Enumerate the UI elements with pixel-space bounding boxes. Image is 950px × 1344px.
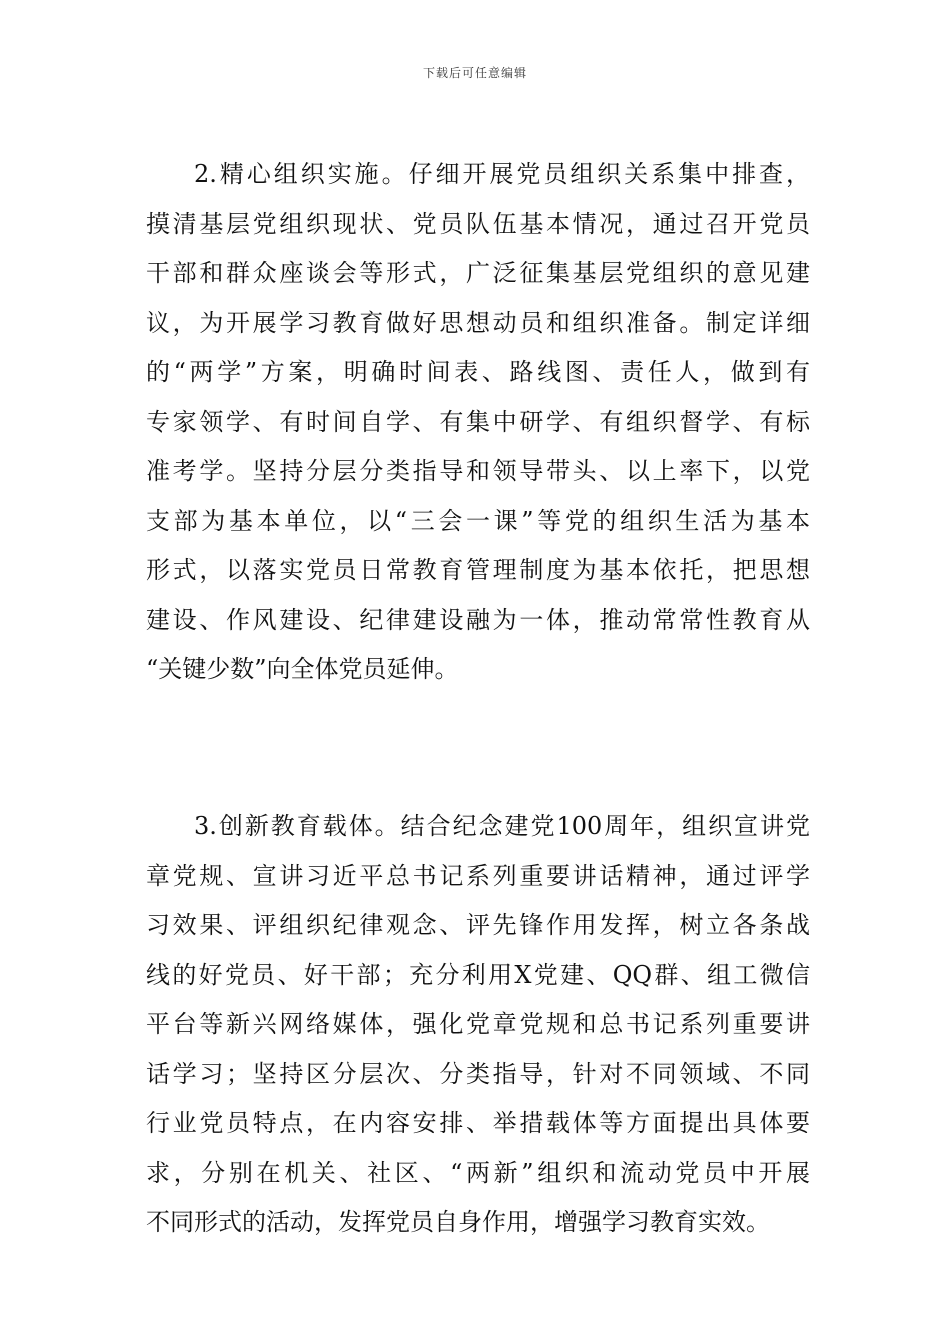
- text-line: 话学习；坚持区分层次、分类指导，针对不同领域、不同: [146, 1059, 810, 1088]
- text-line: 3.创新教育载体。结合纪念建党100周年，组织宣讲党: [194, 812, 810, 840]
- text-line: 线的好党员、好干部；充分利用X党建、QQ群、组工微信: [146, 960, 810, 989]
- text-line: 形式，以落实党员日常教育管理制度为基本依托，把思想: [146, 556, 810, 584]
- paragraph-2: [146, 150, 810, 695]
- text-line: 议，为开展学习教育做好思想动员和组织准备。制定详细: [146, 308, 810, 337]
- text-line: 支部为基本单位，以“三会一课”等党的组织生活为基本: [146, 506, 810, 535]
- text-line: 建设、作风建设、纪律建设融为一体，推动常常性教育从: [146, 605, 810, 634]
- page-header: 下载后可任意编辑: [422, 66, 527, 80]
- text-line: 章党规、宣讲习近平总书记系列重要讲话精神，通过评学: [146, 861, 810, 890]
- text-line: 不同形式的活动，发挥党员自身作用，增强学习教育实效。: [146, 1208, 770, 1236]
- paragraph-3: [146, 802, 810, 1248]
- text-line: 行业党员特点，在内容安排、举措载体等方面提出具体要: [146, 1109, 810, 1137]
- text-line: 平台等新兴网络媒体，强化党章党规和总书记系列重要讲: [146, 1010, 810, 1038]
- text-line: 习效果、评组织纪律观念、评先锋作用发挥，树立各条战: [146, 911, 810, 939]
- text-line: 的“两学”方案，明确时间表、路线图、责任人，做到有: [146, 358, 810, 386]
- text-line: 专家领学、有时间自学、有集中研学、有组织督学、有标: [146, 407, 810, 436]
- text-line: 摸清基层党组织现状、党员队伍基本情况，通过召开党员: [146, 209, 810, 238]
- text-line: 求，分别在机关、社区、“两新”组织和流动党员中开展: [146, 1158, 810, 1187]
- text-line: 准考学。坚持分层分类指导和领导带头、以上率下，以党: [146, 457, 810, 485]
- text-line: 干部和群众座谈会等形式，广泛征集基层党组织的意见建: [146, 259, 810, 287]
- text-line: “关键少数”向全体党员延伸。: [146, 655, 459, 683]
- text-line: 2.精心组织实施。仔细开展党员组织关系集中排查，: [194, 160, 810, 188]
